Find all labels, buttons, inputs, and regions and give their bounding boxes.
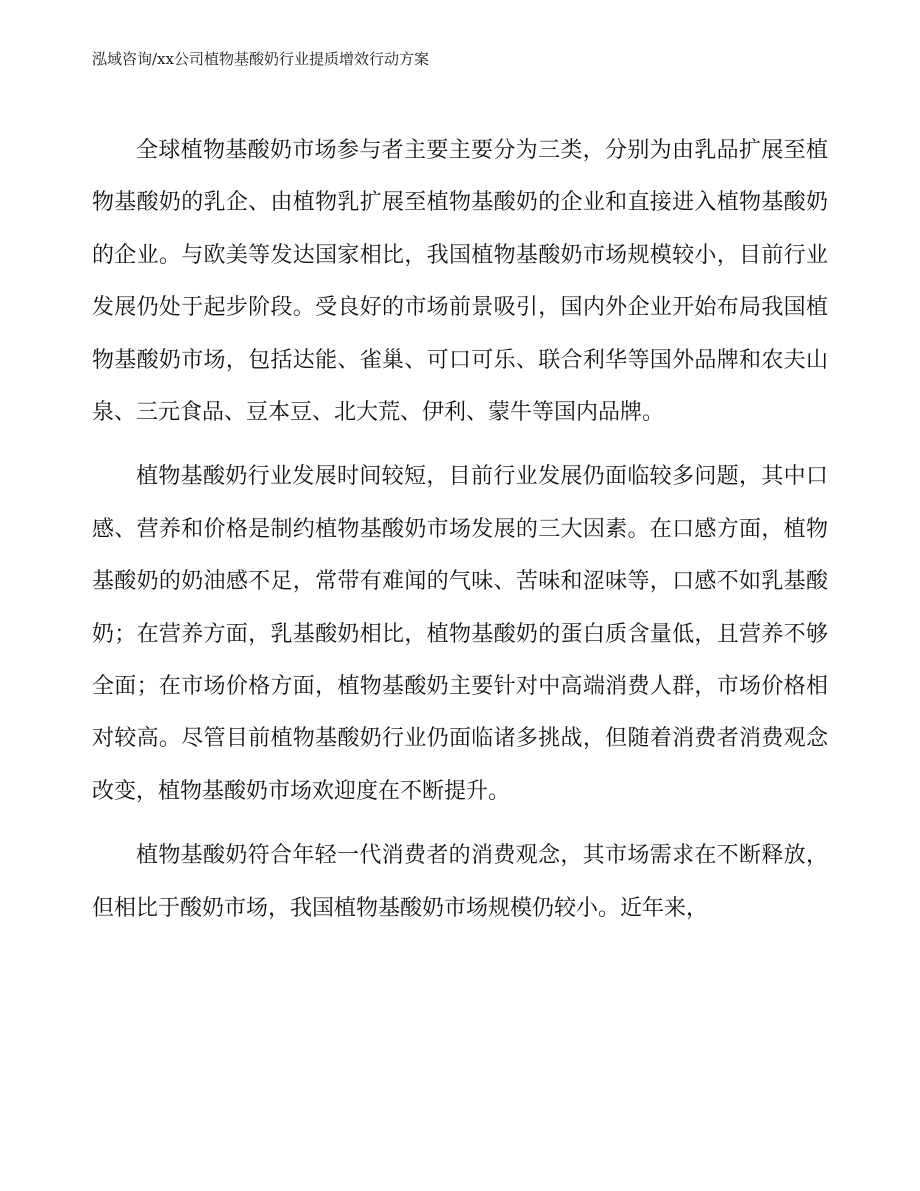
paragraph-industry-challenges: 植物基酸奶行业发展时间较短，目前行业发展仍面临较多问题，其中口感、营养和价格是制约植物基酸奶市场发展的三大因素。在口感方面，植物基酸奶的奶油感不足，常带有难闻的气味、苦味和涩味等，口感不如乳基酸奶；在营养方面，乳基酸奶相比，植物基酸奶的蛋白质含量低，且营养不够全面；在市场价格方面，植物基酸奶主要针对中高端消费人群，市场价格相对较高。尽管目前植物基酸奶行业仍面临诸多挑战，但随着消费者消费观念改变，植物基酸奶市场欢迎度在不断提升。 — [92, 464, 828, 804]
paragraph-market-demand: 植物基酸奶符合年轻一代消费者的消费观念，其市场需求在不断释放，但相比于酸奶市场，我国植物基酸奶市场规模仍较小。近年来， — [92, 843, 828, 921]
paragraph-market-participants: 全球植物基酸奶市场参与者主要主要分为三类，分别为由乳品扩展至植物基酸奶的乳企、由植物乳扩展至植物基酸奶的企业和直接进入植物基酸奶的企业。与欧美等发达国家相比，我国植物基酸奶市场规模较小，目前行业发展仍处于起步阶段。受良好的市场前景吸引，国内外企业开始布局我国植物基酸奶市场，包括达能、雀巢、可口可乐、联合利华等国外品牌和农夫山泉、三元食品、豆本豆、北大荒、伊利、蒙牛等国内品牌。 — [92, 138, 828, 426]
page-header: 泓域咨询/xx公司植物基酸奶行业提质增效行动方案 — [92, 50, 429, 68]
document-body — [92, 125, 828, 947]
